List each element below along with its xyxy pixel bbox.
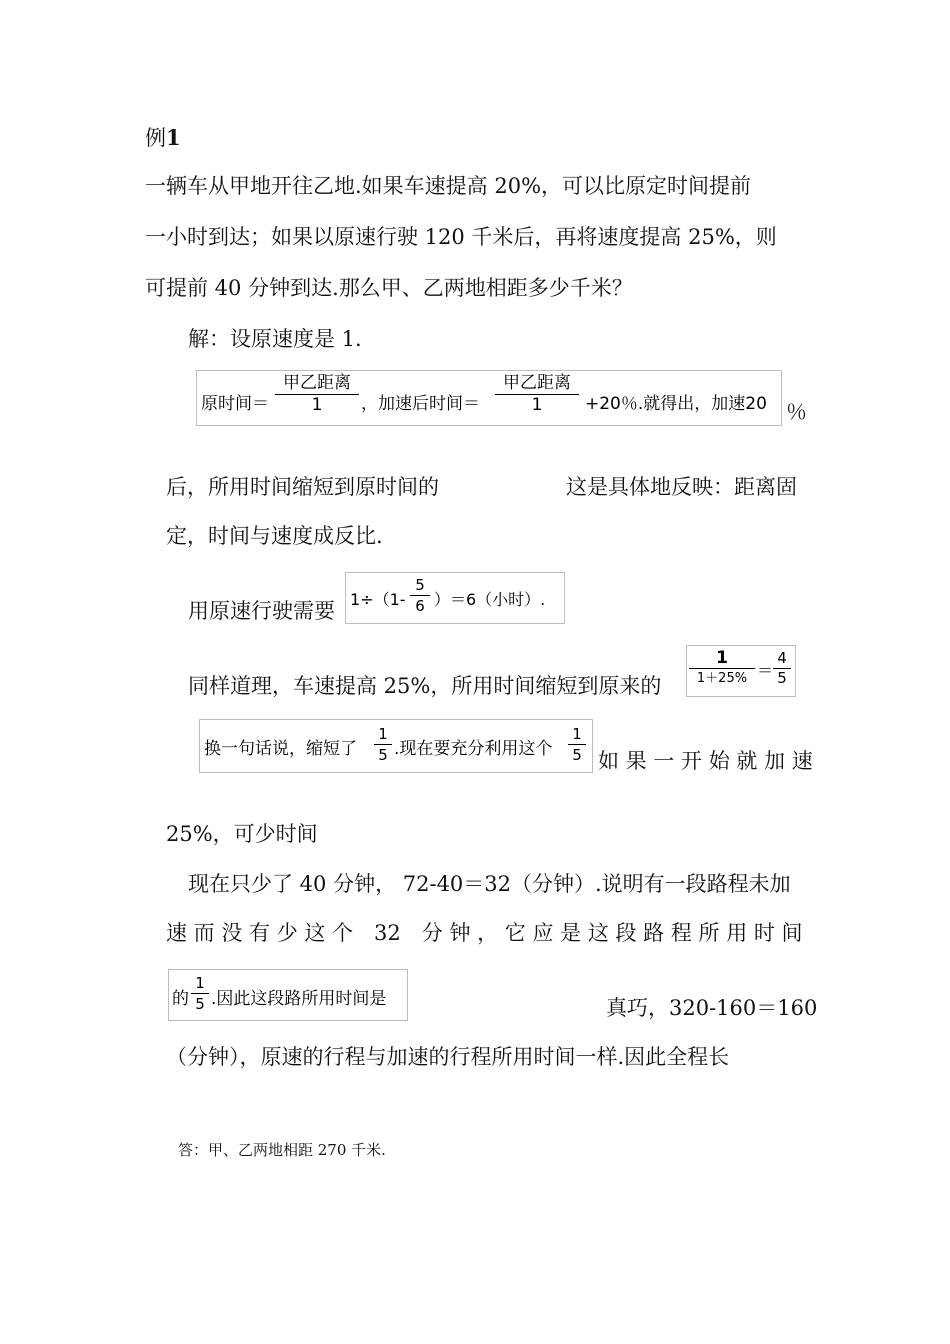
formula1-fraction-a <box>275 373 359 416</box>
solution-intro: 解：设原速度是 1. <box>188 327 362 351</box>
formula3-frac1-den: 1＋25% <box>696 671 748 686</box>
formula-box-5 <box>168 969 408 1021</box>
formula5-frac-den: 5 <box>195 995 205 1013</box>
problem-line-2: 一小时到达；如果以原速行驶 120 千米后，再将速度提高 25%，则 <box>145 225 777 249</box>
formula4-fraction-2 <box>568 724 586 765</box>
formula-box-1 <box>196 370 782 426</box>
minutes-line: （分钟），原速的行程与加速的行程所用时间一样.因此全程长 <box>166 1045 730 1069</box>
answer-line: 答：甲、乙两地相距 270 千米. <box>178 1141 386 1159</box>
problem-line-3: 可提前 40 分钟到达.那么甲、乙两地相距多少千米？ <box>145 276 633 300</box>
need-label: 用原速行驶需要 <box>188 599 335 623</box>
formula4-frac1-num: 1 <box>374 724 392 745</box>
formula1-frac-a-den: 1 <box>311 395 323 415</box>
formula1-percent-tail: ％ <box>786 400 807 424</box>
problem-line-1: 一辆车从甲地开往乙地.如果车速提高 20%，可以比原定时间提前 <box>145 174 752 198</box>
formula-box-3 <box>686 645 796 697</box>
formula3-fraction-1 <box>689 649 755 688</box>
formula-box-4 <box>199 719 593 773</box>
formula4-frac1-den: 5 <box>378 746 388 764</box>
after-line-a: 后，所用时间缩短到原时间的 <box>166 475 439 499</box>
now-line: 现在只少了 40 分钟， 72-40＝32（分钟）.说明有一段路程未加 <box>188 872 791 896</box>
formula4-text-a: 换一句话说，缩短了 <box>204 739 357 759</box>
formula5-frac-num: 1 <box>191 973 209 994</box>
example-number: 1 <box>166 125 181 150</box>
formula4-frac2-den: 5 <box>572 746 582 764</box>
formula5-fraction <box>191 973 209 1014</box>
formula4-fraction-1 <box>374 724 392 765</box>
formula1-label-b: ，加速后时间＝ <box>361 394 480 414</box>
formula1-label-a: 原时间＝ <box>201 394 269 414</box>
formula5-text-b: .因此这段路所用时间是 <box>211 989 387 1009</box>
formula4-frac2-num: 1 <box>568 724 586 745</box>
coincidence-line: 真巧，320-160＝160 <box>606 996 818 1020</box>
formula3-fraction-2 <box>773 649 791 688</box>
formula1-label-c: +20％.就得出，加速20 <box>585 394 767 414</box>
after-line-2: 定，时间与速度成反比. <box>166 524 383 548</box>
formula4-text-b: .现在要充分利用这个 <box>394 739 553 759</box>
formula1-frac-b-num: 甲乙距离 <box>495 373 579 395</box>
example-heading <box>145 124 181 152</box>
speed-line: 速 而 没 有 少 这 个 32 分 钟 ， 它 应 是 这 段 路 程 所 用 时 间 <box>166 921 803 945</box>
formula3-equals: ＝ <box>757 661 774 680</box>
formula5-text-a: 的 <box>172 989 189 1009</box>
formula3-frac1-num: 1 <box>689 649 755 669</box>
accel-line-b: 25%，可少时间 <box>166 822 318 846</box>
formula3-frac2-den: 5 <box>777 669 787 687</box>
accel-line-a: 如 果 一 开 始 就 加 速 <box>598 749 813 773</box>
same-label: 同样道理，车速提高 25%，所用时间缩短到原来的 <box>188 674 662 698</box>
formula3-frac2-num: 4 <box>773 649 791 669</box>
after-line-b: 这是具体地反映：距离固 <box>566 475 797 499</box>
formula2-left: 1÷（1- <box>350 590 406 609</box>
formula1-frac-a-num: 甲乙距离 <box>275 373 359 395</box>
formula2-frac-den: 6 <box>415 597 425 615</box>
formula2-frac-num: 5 <box>410 575 430 596</box>
formula2-fraction <box>410 575 430 616</box>
formula2-right: ）＝6（小时）. <box>434 590 546 609</box>
formula1-frac-b-den: 1 <box>531 395 543 415</box>
formula1-fraction-b <box>495 373 579 416</box>
formula-box-2 <box>345 572 565 624</box>
example-label: 例 <box>145 126 166 150</box>
